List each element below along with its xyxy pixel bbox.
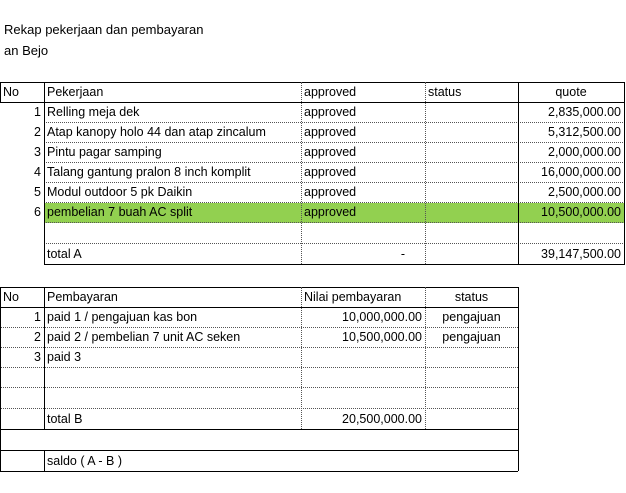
header-pekerjaan: Pekerjaan	[47, 85, 104, 99]
sheet-subtitle: an Bejo	[4, 43, 49, 58]
row-status: pengajuan	[442, 330, 501, 344]
row-no: 1	[34, 105, 41, 119]
row-pekerjaan: Talang gantung pralon 8 inch komplit	[47, 165, 251, 179]
row-approved: approved	[304, 145, 357, 159]
header-pembayaran: Pembayaran	[47, 290, 118, 304]
row-approved: approved	[304, 105, 357, 119]
row-quote: 5,312,500.00	[548, 125, 621, 139]
header-nilai: Nilai pembayaran	[304, 290, 402, 304]
row-pembayaran: paid 3	[47, 350, 82, 364]
row-no: 3	[34, 145, 41, 159]
row-approved: approved	[304, 185, 357, 199]
total-b-nilai: 20,500,000.00	[342, 412, 422, 426]
row-no: 6	[34, 205, 41, 219]
row-pembayaran: paid 2 / pembelian 7 unit AC seken	[47, 330, 241, 344]
row-nilai: 10,000,000.00	[342, 310, 422, 324]
row-pekerjaan: Atap kanopy holo 44 dan atap zincalum	[47, 125, 266, 139]
header-status: status	[428, 85, 462, 99]
row-status: pengajuan	[442, 310, 501, 324]
row-quote: 2,000,000.00	[548, 145, 621, 159]
row-no: 4	[34, 165, 41, 179]
saldo-label: saldo ( A - B )	[47, 454, 123, 468]
row-no: 2	[34, 125, 41, 139]
total-a-quote: 39,147,500.00	[541, 247, 621, 261]
sheet-title: Rekap pekerjaan dan pembayaran	[4, 22, 204, 37]
row-pembayaran: paid 1 / pengajuan kas bon	[47, 310, 198, 324]
row-no: 5	[34, 185, 41, 199]
row-no: 1	[34, 310, 41, 324]
row-pekerjaan: pembelian 7 buah AC split	[47, 205, 193, 219]
row-pekerjaan: Pintu pagar samping	[47, 145, 162, 159]
header-quote: quote	[555, 85, 587, 99]
row-pekerjaan: Relling meja dek	[47, 105, 140, 119]
row-no: 3	[34, 350, 41, 364]
total-a-approved: -	[400, 247, 405, 261]
row-approved: approved	[304, 125, 357, 139]
row-quote: 2,500,000.00	[548, 185, 621, 199]
header-no: No	[3, 290, 19, 304]
row-approved: approved	[304, 205, 357, 219]
row-nilai: 10,500,000.00	[342, 330, 422, 344]
row-approved: approved	[304, 165, 357, 179]
row-quote: 2,835,000.00	[548, 105, 621, 119]
row-pekerjaan: Modul outdoor 5 pk Daikin	[47, 185, 193, 199]
header-status: status	[454, 290, 489, 304]
row-quote: 10,500,000.00	[541, 205, 621, 219]
total-a-label: total A	[47, 247, 82, 261]
header-approved: approved	[304, 85, 357, 99]
row-no: 2	[34, 330, 41, 344]
header-no: No	[3, 85, 19, 99]
row-quote: 16,000,000.00	[541, 165, 621, 179]
total-b-label: total B	[47, 412, 83, 426]
